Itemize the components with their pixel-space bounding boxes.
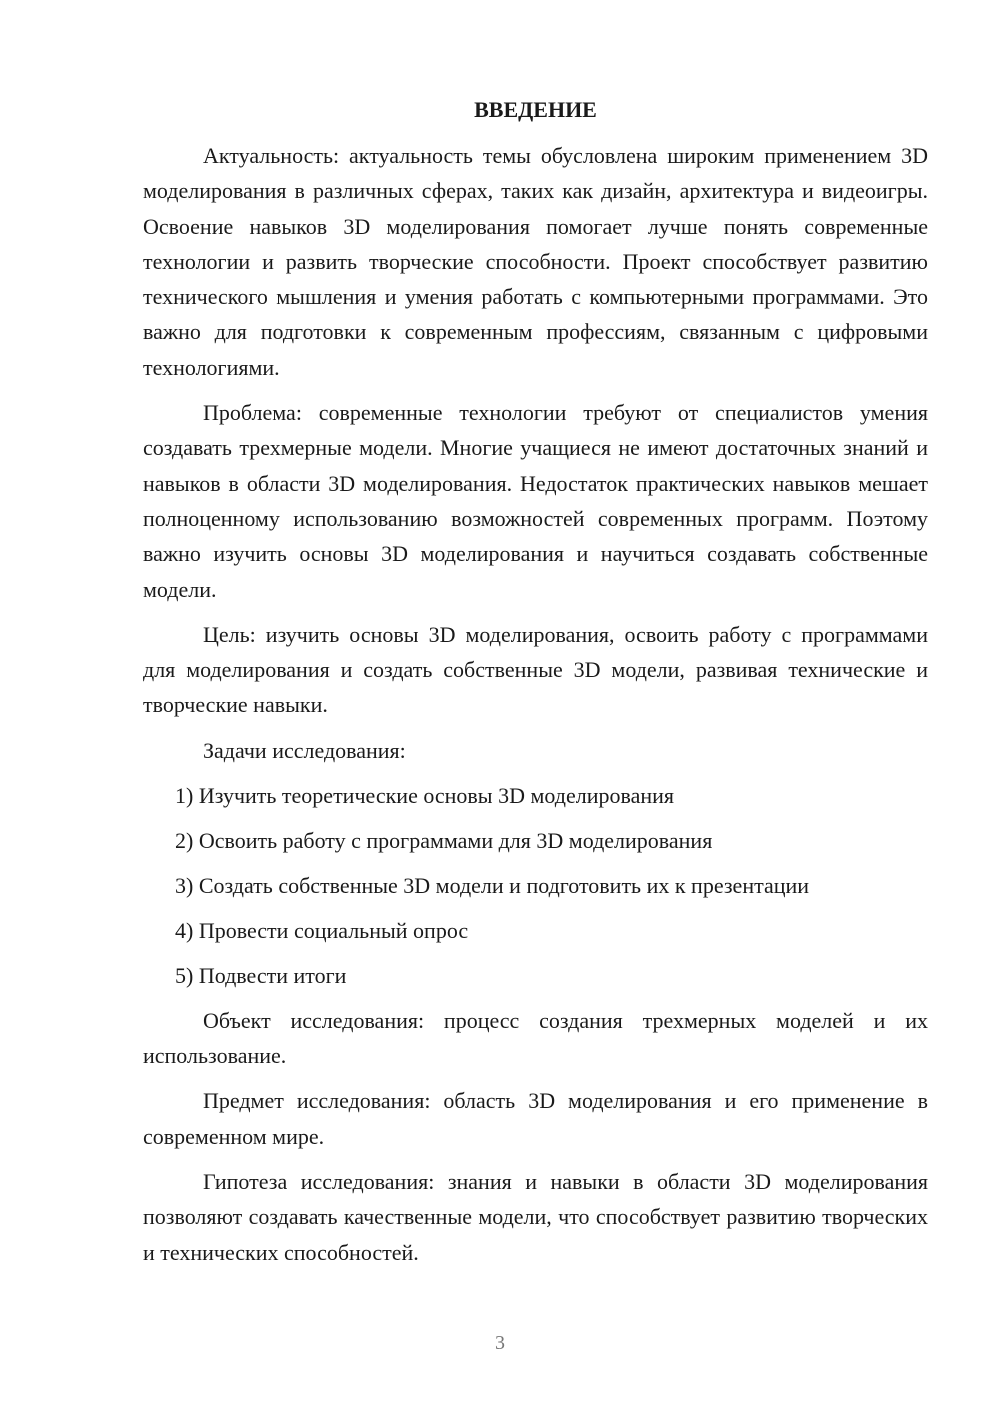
problem-paragraph: Проблема: современные технологии требуют от специалистов умения создавать трехмерные модели. Многие учащиеся не имеют достаточных знаний и навыков в области 3D моделирования. Недостаток практических навыков мешает полноценному использованию возможностей современных программ. Поэтому важно изучить основы 3D моделирования и научиться создавать собственные модели. (143, 400, 928, 602)
page-number: 3 (495, 1332, 505, 1354)
document-page (143, 95, 928, 1280)
task-item: 2) Освоить работу с программами для 3D моделирования (175, 827, 713, 853)
relevance-paragraph: Актуальность: актуальность темы обусловлена широким применением 3D моделирования в различных сферах, таких как дизайн, архитектура и видеоигры. Освоение навыков 3D моделирования помогает лучше понять современные технологии и развить творческие способности. Проект способствует развитию технического мышления и умения работать с компьютерными программами. Это важно для подготовки к современным профессиям, связанным с цифровыми технологиями. (143, 143, 928, 380)
tasks-heading: Задачи исследования: (203, 737, 406, 763)
task-item: 5) Подвести итоги (175, 962, 347, 988)
task-item: 4) Провести социальный опрос (175, 917, 469, 943)
subject-paragraph: Предмет исследования: область 3D моделирования и его применение в современном мире. (143, 1088, 928, 1149)
hypothesis-paragraph: Гипотеза исследования: знания и навыки в области 3D моделирования позволяют создавать качественные модели, что способствует развитию творческих и технических способностей. (143, 1168, 928, 1265)
object-paragraph: Объект исследования: процесс создания трехмерных моделей и их использование. (143, 1007, 928, 1069)
page-title: ВВЕДЕНИЕ (474, 97, 597, 122)
task-item: 1) Изучить теоретические основы 3D моделирования (175, 782, 674, 808)
task-list (143, 778, 928, 993)
task-item: 3) Создать собственные 3D модели и подготовить их к презентации (175, 872, 810, 898)
goal-paragraph: Цель: изучить основы 3D моделирования, освоить работу с программами для моделирования и создать собственные 3D модели, развивая технические и творческие навыки. (143, 621, 928, 718)
